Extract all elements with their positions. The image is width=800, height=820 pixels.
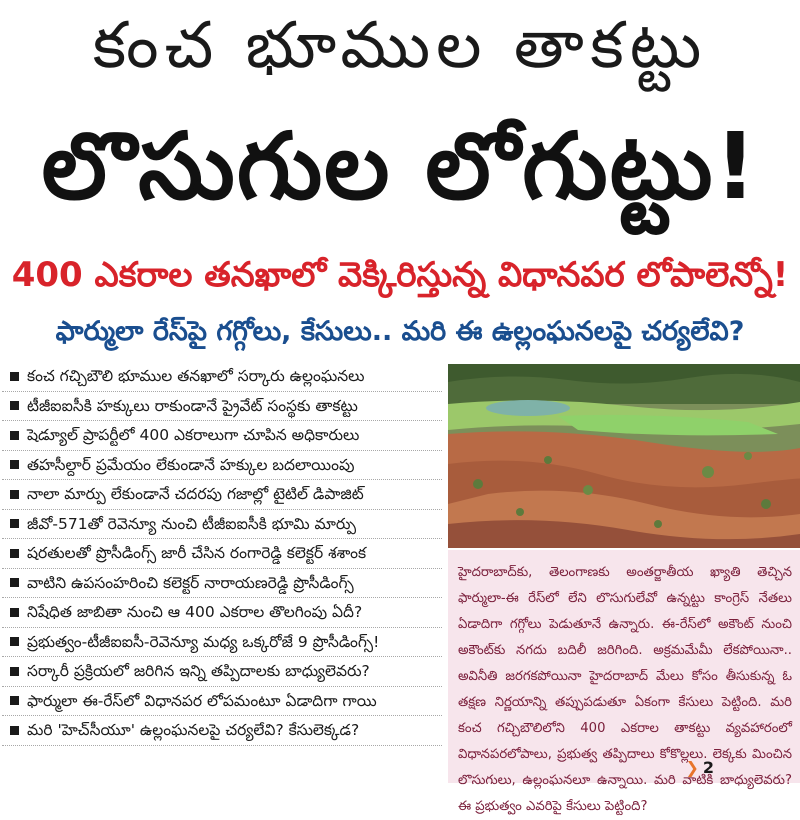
bullet-item (2, 598, 442, 628)
landscape-illustration (448, 364, 800, 548)
bullet-square-icon (10, 578, 19, 587)
bullet-text: జీవో-571తో రెవెన్యూ నుంచి టీజీఐఐసీకి భూమి మార్పు (27, 514, 357, 533)
caption-box (448, 550, 800, 814)
bullet-square-icon (10, 608, 19, 617)
bullet-square-icon (10, 401, 19, 410)
bullet-text: వాటిని ఉపసంహరించి కలెక్టర్ నారాయణరెడ్డి ప్రొసీడింగ్స్ (27, 573, 354, 592)
bullet-square-icon (10, 519, 19, 528)
chevron-right-icon: ❯ (685, 758, 699, 777)
bullet-item (2, 421, 442, 451)
bullet-text: నాలా మార్పు లేకుండానే చదరపు గజాల్లో టైటిల్ డిపాజిట్ (27, 485, 364, 503)
bullet-text: షరతులతో ప్రొసీడింగ్స్ జారీ చేసిన రంగారెడ్డి కలెక్టర్ శశాంక (27, 544, 367, 562)
bullet-text: నిషేధిత జాబితా నుంచి ఆ 400 ఎకరాల తొలగింపు ఏదీ? (27, 603, 363, 621)
caption-text: హైదరాబాద్‌కు, తెలంగాణకు అంతర్జాతీయ ఖ్యాతి తెచ్చిన ఫార్ములా-ఈ రేస్‌లో లేని లొసుగులేవో ఉన్నట్టు కాంగ్రెస్ నేతలు ఏడాదిగా గగ్గోలు పెడుతూనే ఉన్నారు. ఈ-రేస్‌లో అకౌంట్ నుంచి అకౌంట్‌కు నగదు బదిలీ జరిగింది. అక్రమమేమీ లేకపోయినా.. అవినీతి జరగకపోయినా హైదరాబాద్ మేలు కోసం తీసుకున్న ఓ తక్షణ నిర్ణయాన్ని తప్పుపడుతూ ఏకంగా కేసులు పెట్టింది. మరి కంచ గచ్చిబౌలిలోని 400 ఎకరాల తాకట్టు వ్యవహారంలో విధానపరలోపాలు, ప్రభుత్వ తప్పిదాలు కోకొల్లలు. లెక్కకు మించిన లొసుగులు, ఉల్లంఘనలూ ఉన్నాయి. మరి వాటికి బాధ్యులెవరు? ఈ ప్రభుత్వం ఎవరిపై కేసులు పెట్టింది? (458, 565, 792, 814)
subhead-red: 400 ఎకరాల తనఖాలో వెక్కిరిస్తున్న విధానపర లోపాలెన్నో! (11, 255, 789, 295)
bullet-item (2, 657, 442, 687)
bullet-square-icon (10, 726, 19, 735)
bullet-square-icon (10, 667, 19, 676)
headline-line1: కంచ భూముల తాకట్టు (92, 9, 708, 83)
bullet-item (2, 510, 442, 540)
bullet-text: సర్కారీ ప్రక్రియలో జరిగిన ఇన్ని తప్పిదాలకు బాధ్యులెవరు? (27, 662, 370, 680)
bullet-square-icon (10, 490, 19, 499)
bullet-list (2, 362, 442, 782)
bullet-square-icon (10, 431, 19, 440)
page-number (685, 758, 714, 777)
bullet-item (2, 628, 442, 658)
bullet-square-icon (10, 372, 19, 381)
aerial-land-photo (448, 364, 800, 548)
bullet-square-icon (10, 696, 19, 705)
bullet-text: కంచ గచ్చిబౌలి భూముల తనఖాలో సర్కారు ఉల్లంఘనలు (27, 367, 365, 385)
bullet-text: ఫార్ములా ఈ-రేస్‌లో విధానపర లోపమంటూ ఏడాదిగా గాయి (27, 691, 377, 710)
bullet-square-icon (10, 637, 19, 646)
subhead-blue: ఫార్ములా రేస్‌పై గగ్గోలు, కేసులు.. మరి ఈ ఉల్లంఘనలపై చర్యలేవి? (55, 316, 745, 347)
headline-line2: లొసుగుల లోగుట్టు! (41, 113, 759, 220)
bullet-item (2, 687, 442, 717)
bullet-item (2, 539, 442, 569)
bullet-square-icon (10, 549, 19, 558)
bullet-item (2, 362, 442, 392)
bullet-item (2, 716, 442, 746)
page-number-value: 2 (702, 758, 714, 777)
bullet-text: మరి 'హెచ్‌సీయూ' ఉల్లంఘనలపై చర్యలేవి? కేసులెక్కడ? (27, 721, 360, 739)
bullet-item (2, 451, 442, 481)
bullet-item (2, 569, 442, 599)
bullet-item (2, 480, 442, 510)
bullet-text: ప్రభుత్వం-టీజీఐఐసీ-రెవెన్యూ మధ్య ఒక్కరోజే 9 ప్రొసీడింగ్స్! (27, 632, 380, 651)
bullet-text: టీజీఐఐసీకి హక్కులు రాకుండానే ప్రైవేట్ సంస్థకు తాకట్టు (27, 396, 358, 415)
bullet-text: షెడ్యూల్ ప్రాపర్టీలో 400 ఎకరాలుగా చూపిన అధికారులు (27, 426, 360, 444)
bullet-text: తహసీల్దార్ ప్రమేయం లేకుండానే హక్కుల బదలాయింపు (27, 455, 355, 474)
bullet-item (2, 392, 442, 422)
bullet-square-icon (10, 460, 19, 469)
